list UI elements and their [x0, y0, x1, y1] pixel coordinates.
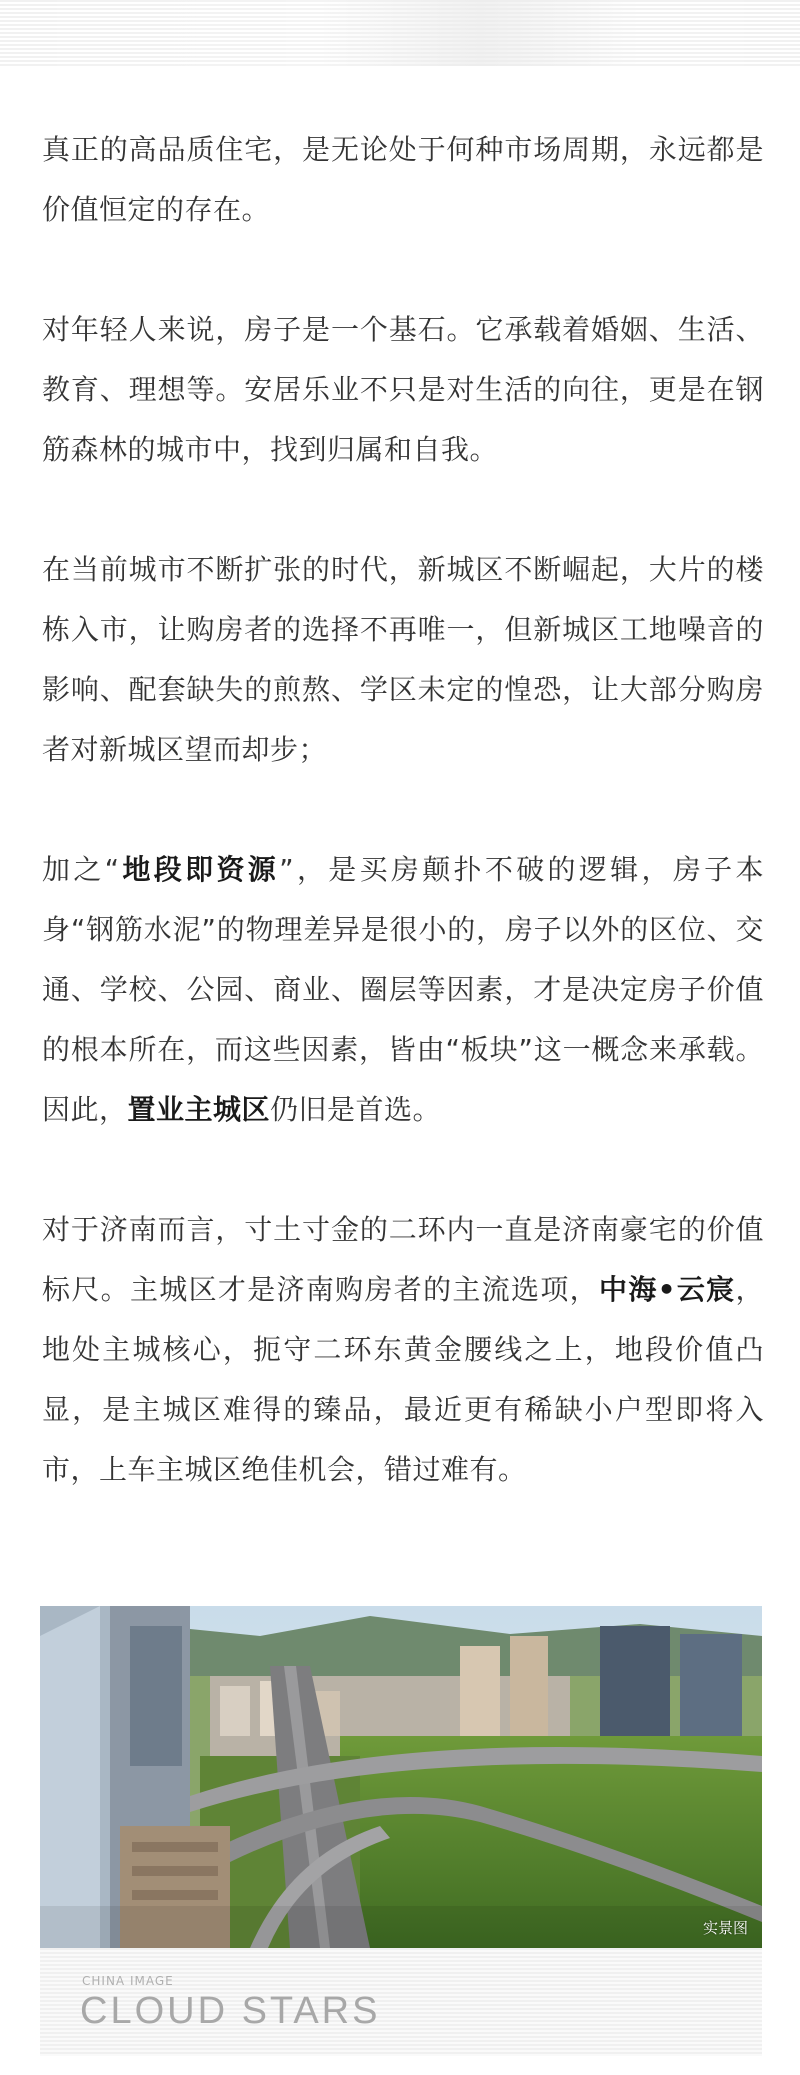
text-segment: 仍旧是首选。 — [270, 1093, 442, 1126]
text-segment: 在当前城市不断扩张的时代，新城区不断崛起，大片的楼栋入市，让购房者的选择不再唯一，但新城区工地噪音的影响、配套缺失的煎熬、学区未定的惶恐，让大部分购房者对新城区望而却步； — [42, 553, 764, 766]
bold-highlight: 中海•云宸 — [599, 1273, 736, 1306]
footer-logo-text: CLOUD STARS — [80, 1990, 381, 2032]
paragraph-5 — [42, 1200, 764, 1500]
photo-caption: 实景图 — [702, 1919, 748, 1937]
footer-subtitle: CHINA IMAGE — [82, 1974, 174, 1988]
bold-highlight: 地段即资源 — [119, 853, 280, 886]
article-body — [42, 120, 764, 1560]
text-segment: ，地处主城核心，扼守二环东黄金腰线之上，地段价值凸显，是主城区难得的臻品，最近更有稀缺小户型即将入市，上车主城区绝佳机会，错过难有。 — [42, 1273, 764, 1486]
text-segment: 对于济南而言，寸土寸金的二环内一直是济南豪宅的价值标尺。主城区才是济南购房者的主流选项， — [42, 1213, 764, 1306]
paragraph-2 — [42, 300, 764, 480]
paragraph-4 — [42, 840, 764, 1140]
text-segment: 加之“ — [42, 853, 120, 886]
paragraph-1 — [42, 120, 764, 240]
text-segment: 真正的高品质住宅，是无论处于何种市场周期，永远都是价值恒定的存在。 — [42, 133, 764, 226]
text-segment: 对年轻人来说，房子是一个基石。它承载着婚姻、生活、教育、理想等。安居乐业不只是对生活的向往，更是在钢筋森林的城市中，找到归属和自我。 — [42, 313, 764, 466]
city-photo-illustration — [40, 1606, 762, 1948]
text-segment: ”，是买房颠扑不破的逻辑，房子本身“钢筋水泥”的物理差异是很小的，房子以外的区位、交通、学校、公园、商业、圈层等因素，才是决定房子价值的根本所在，而这些因素，皆由“板块”这一概念来承载。因此， — [42, 853, 764, 1126]
bold-highlight: 置业主城区 — [127, 1093, 271, 1126]
top-decorative-band — [0, 0, 800, 66]
paragraph-3 — [42, 540, 764, 780]
city-aerial-photo — [40, 1606, 762, 1948]
footer-brand-band — [40, 1948, 762, 2056]
